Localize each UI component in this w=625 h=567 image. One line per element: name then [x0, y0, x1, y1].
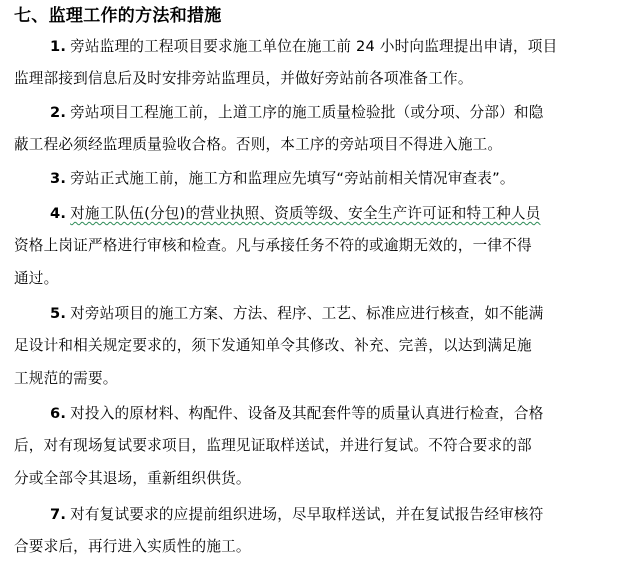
item-text: 旁站正式施工前，施工方和监理应先填写“旁站前相关情况审查表”。 — [70, 170, 515, 187]
item-number: 6. — [50, 405, 67, 422]
section-heading: 七、监理工作的方法和措施 — [14, 6, 222, 26]
item-number: 7. — [50, 506, 67, 523]
item-line — [50, 204, 541, 224]
item-line: 资格上岗证严格进行审核和检查。凡与承接任务不符的或逾期无效的，一律不得 — [14, 237, 532, 254]
item-line — [50, 103, 544, 123]
item-line: 足设计和相关规定要求的，须下发通知单令其修改、补充、完善，以达到满足施 — [14, 337, 532, 354]
item-line — [50, 37, 557, 57]
item-number: 4. — [50, 205, 67, 222]
item-line — [50, 505, 544, 525]
item-text: 对有复试要求的应提前组织进场，尽早取样送试，并在复试报告经审核符 — [70, 506, 544, 523]
item-line: 蔽工程必须经监理质量验收合格。否则，本工序的旁站项目不得进入施工。 — [14, 136, 503, 153]
item-number: 2. — [50, 104, 67, 121]
item-line — [50, 169, 515, 189]
item-number: 5. — [50, 305, 67, 322]
item-text: 对投入的原材料、构配件、设备及其配套件等的质量认真进行检查，合格 — [70, 405, 544, 422]
item-text: 旁站项目工程施工前，上道工序的施工质量检验批（或分项、分部）和隐 — [70, 104, 544, 121]
item-line: 监理部接到信息后及时安排旁站监理员，并做好旁站前各项准备工作。 — [14, 70, 473, 87]
item-line: 合要求后，再行进入实质性的施工。 — [14, 538, 251, 555]
item-line: 通过。 — [14, 270, 59, 287]
item-text: 对施工队伍(分包)的营业执照、资质等级、安全生产许可证和特工种人员 — [70, 205, 541, 222]
item-number: 3. — [50, 170, 67, 187]
item-text: 对旁站项目的施工方案、方法、程序、工艺、标准应进行核查，如不能满 — [70, 305, 544, 322]
item-line — [50, 404, 544, 424]
item-number: 1. — [50, 38, 67, 55]
item-line — [50, 304, 544, 324]
item-line: 后，对有现场复试要求项目，监理见证取样送试，并进行复试。不符合要求的部 — [14, 437, 532, 454]
item-line: 分或全部令其退场，重新组织供货。 — [14, 470, 251, 487]
item-line: 工规范的需要。 — [14, 370, 118, 387]
item-text: 旁站监理的工程项目要求施工单位在施工前 24 小时向监理提出申请，项目 — [70, 38, 558, 55]
